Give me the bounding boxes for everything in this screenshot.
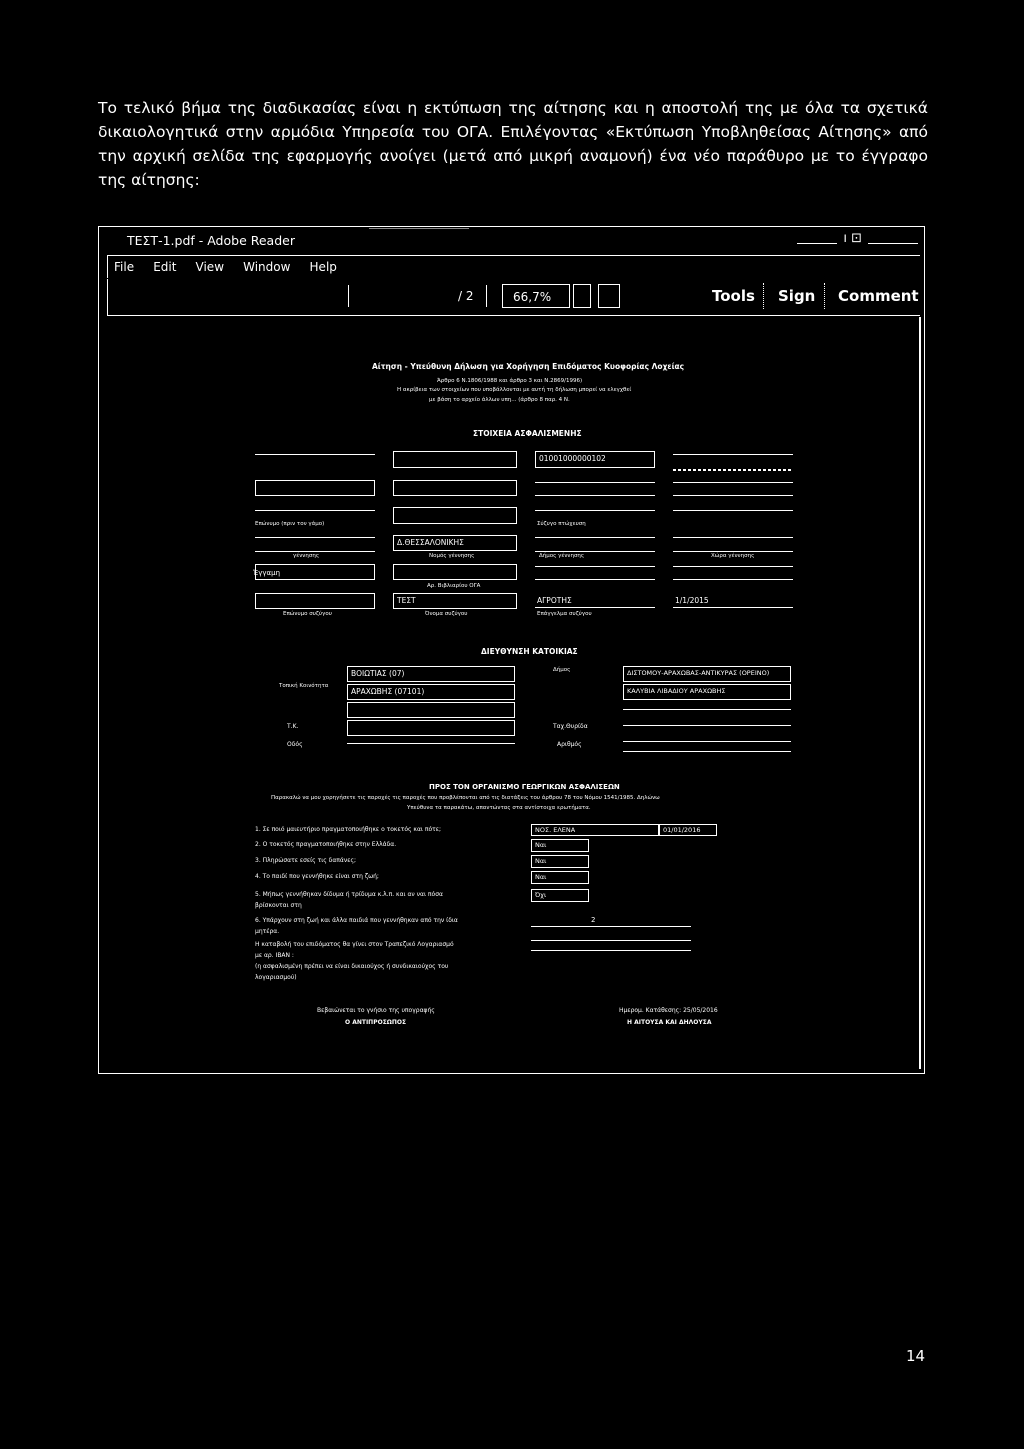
adobe-reader-window	[98, 226, 925, 1074]
law-line: Άρθρο 6 Ν.1806/1988 και άρθρο 3 και Ν.2869/1996)	[437, 378, 583, 384]
zoom-input[interactable]: 66,7%	[502, 284, 570, 308]
area-field[interactable]: ΑΡΑΧΩΒΗΣ (07101)	[347, 684, 515, 700]
text-field[interactable]	[393, 480, 517, 496]
window-title: ΤΕΣΤ-1.pdf - Adobe Reader	[127, 233, 295, 248]
field-line	[673, 454, 793, 455]
menu-help[interactable]: Help	[309, 260, 337, 274]
label-po: Ταχ.Θυρίδα	[553, 723, 588, 730]
label-country: Χώρα γέννησης	[711, 553, 755, 559]
toolbar-separator	[486, 285, 487, 307]
field-line	[623, 709, 791, 710]
section-oga-title: ΠΡΟΣ ΤΟΝ ΟΡΓΑΝΙΣΜΟ ΓΕΩΡΓΙΚΩΝ ΑΣΦΑΛΙΣΕΩΝ	[429, 783, 620, 791]
menu-window[interactable]: Window	[243, 260, 291, 274]
sign-right-title: Η ΑΙΤΟΥΣΑ ΚΑΙ ΔΗΛΟΥΣΑ	[627, 1019, 712, 1026]
q3-answer-field[interactable]: Ναι	[531, 855, 589, 868]
field-line	[535, 566, 655, 567]
iban-line: λογαριασμού)	[255, 974, 297, 981]
q1-answer-field[interactable]: ΝΟΣ. ΕΛΕΝΑ	[531, 824, 659, 836]
q1-date-field[interactable]: 01/01/2016	[659, 824, 717, 836]
sign-left-title: Ο ΑΝΤΙΠΡΟΣΩΠΟΣ	[345, 1019, 407, 1026]
dotted-line	[673, 469, 793, 471]
window-controls	[797, 231, 918, 246]
menu-edit[interactable]: Edit	[153, 260, 177, 274]
text-field[interactable]	[393, 564, 517, 580]
question-5-cont: βρίσκονται στη	[255, 902, 302, 909]
section-address-title: ΔΙΕΥΘΥΝΣΗ ΚΑΤΟΙΚΙΑΣ	[481, 647, 578, 656]
tools-button[interactable]: Tools	[712, 287, 755, 305]
tk-field[interactable]	[347, 720, 515, 736]
field-line	[673, 537, 793, 538]
text-field[interactable]	[255, 593, 375, 609]
field-line	[255, 537, 375, 538]
field-line	[535, 537, 655, 538]
question-4: 4. Το παιδί που γεννήθηκε είναι στη ζωή;	[255, 873, 379, 880]
restore-icon[interactable]: ı ⊡	[843, 231, 862, 246]
iban-line: Η καταβολή του επιδόματος θα γίνει στον Τραπεζικό Λογαριασμό	[255, 941, 454, 948]
region-field[interactable]: ΒΟΙΩΤΙΑΣ (07)	[347, 666, 515, 682]
iban-field-line	[531, 950, 691, 951]
label-dimos: Δήμος γέννησης	[539, 553, 585, 559]
toolbar	[107, 279, 920, 316]
label-street: Οδός	[287, 741, 303, 748]
label-dimos2: Δήμος	[553, 667, 571, 673]
vertical-scrollbar[interactable]	[919, 317, 921, 1069]
q6-answer: 2	[591, 916, 596, 924]
field-line	[673, 482, 793, 483]
field-line	[673, 510, 793, 511]
field-line	[673, 551, 793, 552]
sign-left-line: Βεβαιώνεται το γνήσιο της υπογραφής	[317, 1007, 435, 1014]
field-line	[673, 579, 793, 580]
toolbar-separator	[824, 283, 826, 309]
section-insured-title: ΣΤΟΙΧΕΙΑ ΑΣΦΑΛΙΣΜΕΝΗΣ	[473, 429, 582, 438]
law-line: Η ακρίβεια των στοιχείων που υποβάλλονται με αυτή τη δήλωση μπορεί να ελεγχθεί	[397, 387, 632, 393]
sign-button[interactable]: Sign	[778, 287, 816, 305]
question-1: 1. Σε ποιό μαιευτήριο πραγματοποιήθηκε ο τοκετός και πότε;	[255, 826, 442, 833]
toolbar-separator	[763, 283, 765, 309]
amka-field[interactable]: 0100100000010​2	[535, 451, 655, 468]
field-line	[623, 741, 791, 742]
iban-line: με αρ. ΙΒΑΝ :	[255, 952, 294, 959]
label-birth: γέννησης	[293, 553, 320, 559]
comment-button[interactable]: Comment	[838, 287, 919, 305]
text-field[interactable]	[255, 564, 375, 580]
field-line	[623, 725, 791, 726]
question-5: 5. Μήπως γεννήθηκαν δίδυμα ή τρίδυμα κ.λ.π. και αν ναι πόσα	[255, 891, 443, 898]
request-line: Παρακαλώ να μου χορηγήσετε τις παροχές τις παροχές που προβλέπονται από τις διατάξεις του άρθρου 78 του Νόμου 1541/1985. Δηλώνω	[271, 795, 660, 801]
text-field[interactable]	[393, 507, 517, 524]
toolbar-separator	[348, 285, 349, 307]
field-line	[673, 607, 793, 608]
page-total: / 2	[458, 289, 474, 303]
text-field[interactable]	[393, 451, 517, 468]
intro-paragraph: Το τελικό βήμα της διαδικασίας είναι η εκτύπωση της αίτησης και η αποστολή της με όλα τα σχετικά δικαιολογητικά στην αρμόδια Υπηρεσία του ΟΓΑ. Επιλέγοντας «Εκτύπωση Υποβληθείσας Αίτησης» από την αρχική σελίδα της εφαρμογής ανοίγει (μετά από μικρή αναμονή) ένα νέο παράθυρο με το έγγραφο της αίτησης:	[98, 99, 928, 189]
menu-file[interactable]: File	[114, 260, 135, 274]
label-married: Έγγαμη	[253, 569, 281, 577]
law-line: με βάση το αρχείο άλλων υπη... (άρθρο 8 παρ. 4 Ν.	[429, 397, 570, 403]
request-line: Υπεύθυνα τα παρακάτω, απαντώντας στα αντίστοιχα ερωτήματα.	[407, 805, 591, 811]
field-line	[535, 551, 655, 552]
field-line	[673, 566, 793, 567]
label-marital: Σύζυγο πτώχευση	[537, 521, 586, 527]
label-name-before: Επώνυμο (πριν τον γάμο)	[255, 521, 325, 527]
minimize-button[interactable]	[797, 233, 837, 244]
q4-answer-field[interactable]: Ναι	[531, 871, 589, 884]
menu-bar	[107, 255, 920, 278]
field-line	[255, 551, 375, 552]
iban-field-line	[531, 940, 691, 941]
field-line	[531, 926, 691, 927]
label-num: Αριθμός	[557, 741, 582, 748]
q2-answer-field[interactable]: Ναι	[531, 839, 589, 852]
field-line	[535, 482, 655, 483]
test-field[interactable]: ΤΕΣΤ	[393, 593, 517, 609]
menu-view[interactable]: View	[195, 260, 225, 274]
question-6: 6. Υπάρχουν στη ζωή και άλλα παιδιά που γεννήθηκαν από την ίδια	[255, 917, 458, 924]
label-nomos: Νομός γέννησης	[429, 553, 475, 559]
field-line	[673, 495, 793, 496]
title-bar	[99, 227, 924, 255]
label-surname-spouse: Επώνυμο συζύγου	[283, 611, 332, 617]
close-button[interactable]	[868, 233, 918, 244]
field-line	[255, 454, 375, 455]
sign-right-line: Ημερομ. Κατάθεσης: 25/05/2016	[619, 1007, 718, 1014]
field-line	[535, 510, 655, 511]
label-occ-spouse: Επάγγελμα συζύγου	[537, 611, 592, 617]
question-3: 3. Πληρώσατε εσείς τις δαπάνες;	[255, 857, 357, 864]
question-2: 2. Ο τοκετός πραγματοποιήθηκε στην Ελλάδα.	[255, 841, 397, 848]
form-header: Αίτηση - Υπεύθυνη Δήλωση για Χορήγηση Επιδόματος Κυοφορίας Λοχείας	[372, 362, 685, 371]
title-divider	[369, 228, 469, 229]
iban-line: (η ασφαλισμένη πρέπει να είναι δικαιούχος ή συνδικαιούχος του	[255, 963, 449, 970]
dimos-field[interactable]: ΔΙΣΤΟΜΟΥ-ΑΡΑΧΩΒΑΣ-ΑΝΤΙΚΥΡΑΣ (ΟΡΕΙΝΟ)	[623, 666, 791, 682]
field-line	[347, 743, 515, 744]
label-asfal: Αρ. Βιβλιαρίου ΟΓΑ	[427, 583, 481, 589]
fit-page-button[interactable]	[598, 284, 620, 308]
farmer-value: ΑΓΡΟΤΗΣ	[537, 596, 572, 605]
field-line	[535, 579, 655, 580]
label-local: Τοπική Κοινότητα	[279, 683, 329, 689]
date-value: 1/1/2015	[675, 596, 709, 605]
text-field[interactable]	[255, 480, 375, 496]
page-number: 14	[906, 1347, 926, 1365]
label-tk: Τ.Κ.	[287, 723, 299, 730]
document-view	[107, 317, 919, 1069]
q5-answer-field[interactable]: Όχι	[531, 889, 589, 902]
place-field[interactable]: Δ.ΘΕΣΣΑΛΟΝΙΚΗΣ	[393, 535, 517, 551]
town-field[interactable]: ΚΑΛΥΒΙΑ ΛΙΒΑΔΙΟΥ ΑΡΑΧΩΒΗΣ	[623, 684, 791, 700]
label-name-spouse: Όνομα συζύγου	[425, 611, 468, 617]
field-line	[535, 495, 655, 496]
question-6-cont: μητέρα.	[255, 928, 280, 935]
text-field[interactable]	[347, 702, 515, 718]
field-line	[255, 510, 375, 511]
field-line	[535, 607, 655, 608]
field-line	[623, 751, 791, 752]
zoom-dropdown-button[interactable]	[573, 284, 591, 308]
